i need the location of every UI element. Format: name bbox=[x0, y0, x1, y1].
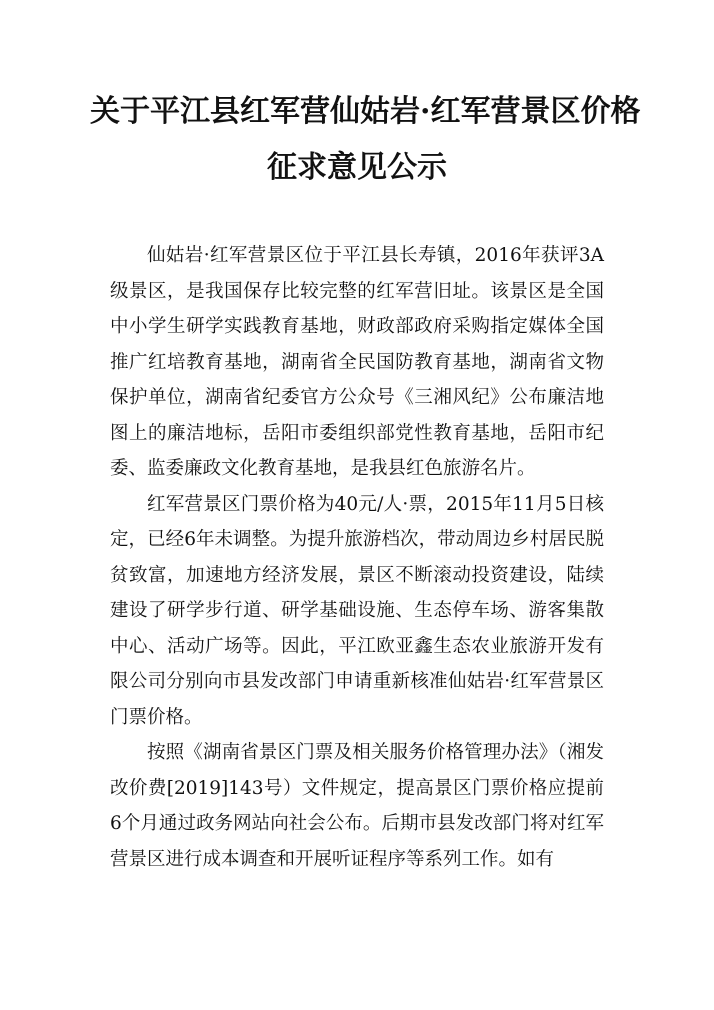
document-title-line-2: 征求意见公示 bbox=[267, 150, 447, 185]
document-body bbox=[110, 238, 604, 877]
paragraph-2: 红军营景区门票价格为40元/人·票，2015年11月5日核定，已经6年未调整。为提升旅游档次，带动周边乡村居民脱贫致富，加速地方经济发展，景区不断滚动投资建设，陆续建设了研学步行道、研学基础设施、生态停车场、游客集散中心、活动广场等。因此，平江欧亚鑫生态农业旅游开发有限公司分别向市县发改部门申请重新核准仙姑岩·红军营景区门票价格。 bbox=[110, 493, 604, 728]
paragraph-3: 按照《湖南省景区门票及相关服务价格管理办法》（湘发改价费[2019]143号）文件规定，提高景区门票价格应提前6个月通过政务网站向社会公布。后期市县发改部门将对红军营景区进行成本调查和开展听证程序等系列工作。如有 bbox=[110, 742, 604, 870]
document-title-line-1: 关于平江县红军营仙姑岩·红军营景区价格 bbox=[90, 94, 641, 129]
paragraph-1: 仙姑岩·红军营景区位于平江县长寿镇，2016年获评3A级景区，是我国保存比较完整的红军营旧址。该景区是全国中小学生研学实践教育基地，财政部政府采购指定媒体全国推广红培教育基地，湖南省全民国防教育基地，湖南省文物保护单位，湖南省纪委官方公众号《三湘风纪》公布廉洁地图上的廉洁地标，岳阳市委组织部党性教育基地，岳阳市纪委、监委廉政文化教育基地，是我县红色旅游名片。 bbox=[110, 245, 604, 479]
